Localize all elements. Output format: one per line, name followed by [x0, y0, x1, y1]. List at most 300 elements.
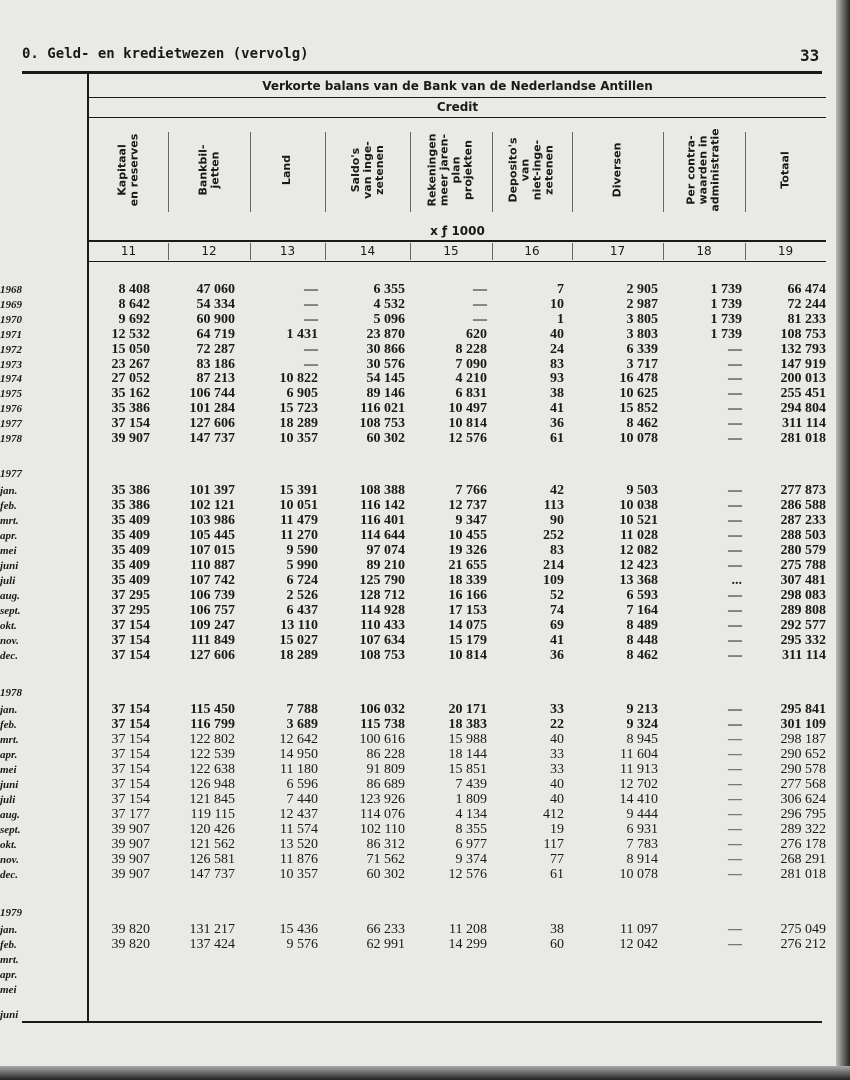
table-cell: 35 386 [111, 401, 150, 417]
table-cell: 3 689 [286, 717, 318, 732]
table-cell: 116 799 [190, 717, 235, 732]
table-cell: 307 481 [780, 573, 826, 588]
table-cell: — [728, 401, 742, 417]
row-label: jan. [0, 704, 18, 716]
table-cell: 11 479 [280, 513, 318, 528]
table-cell: 37 154 [111, 717, 150, 732]
column-divider [168, 132, 169, 212]
section-title: 0. Geld- en kredietwezen (vervolg) [22, 46, 309, 62]
column-header [572, 118, 663, 222]
table-cell: 6 977 [455, 837, 487, 852]
table-cell: 107 015 [189, 543, 235, 558]
table-cell: 288 503 [780, 528, 826, 543]
table-cell: 35 409 [111, 543, 150, 558]
table-cell: 147 737 [189, 431, 235, 446]
table-cell: — [728, 633, 742, 648]
group-year-label: 1978 [0, 687, 22, 699]
table-cell: 87 213 [196, 371, 235, 387]
table-cell: — [304, 311, 318, 327]
column-header [745, 118, 826, 222]
table-cell: 54 334 [196, 296, 235, 312]
table-cell: 7 440 [286, 792, 318, 807]
table-cell: 3 805 [626, 311, 658, 327]
table-cell: 39 820 [111, 922, 150, 937]
table-cell: 10 078 [619, 431, 658, 446]
row-label: 1970 [0, 313, 22, 326]
table-cell: 12 437 [279, 807, 318, 822]
table-cell: 35 409 [111, 513, 150, 528]
table-cell: 12 642 [279, 732, 318, 747]
table-cell: 13 368 [619, 573, 658, 588]
table-cell: 37 154 [111, 792, 150, 807]
column-divider [663, 132, 664, 212]
table-cell: 36 [550, 416, 564, 432]
table-cell: 61 [550, 867, 564, 882]
table-cell: — [728, 618, 742, 633]
row-label: 1969 [0, 298, 22, 311]
table-cell: 289 322 [780, 822, 826, 837]
table-cell: 37 154 [111, 618, 150, 633]
table-cell: 15 027 [279, 633, 318, 648]
table-cell: 10 822 [279, 371, 318, 387]
table-cell: 35 409 [111, 558, 150, 573]
table-cell: 11 574 [280, 822, 318, 837]
table-cell: — [728, 777, 742, 792]
table-cell: — [304, 282, 318, 297]
table-cell: 116 401 [360, 513, 405, 528]
table-cell: 8 355 [455, 822, 487, 837]
table-cell: 16 478 [619, 371, 658, 387]
table-cell: 37 154 [111, 416, 150, 432]
column-header [663, 118, 745, 222]
table-cell: 12 423 [619, 558, 658, 573]
column-number: 16 [524, 244, 540, 258]
table-cell: 62 991 [366, 937, 405, 952]
table-cell: 41 [550, 401, 564, 417]
table-cell: 12 576 [448, 431, 487, 446]
table-cell: 83 186 [196, 356, 235, 372]
row-label: juni [0, 1009, 19, 1021]
table-cell: 39 907 [111, 852, 150, 867]
table-cell: 1 431 [286, 326, 318, 342]
table-cell: 127 606 [189, 416, 235, 432]
table-cell: 110 887 [190, 558, 235, 573]
table-cell: — [728, 386, 742, 402]
table-cell: 200 013 [780, 371, 826, 387]
column-header [410, 118, 492, 222]
table-cell: 1 739 [710, 296, 742, 312]
table-cell: 10 455 [448, 528, 487, 543]
table-cell: 9 444 [626, 807, 658, 822]
table-cell: 17 153 [448, 603, 487, 618]
table-cell: — [728, 543, 742, 558]
row-label: nov. [0, 635, 19, 647]
page-edge [0, 1066, 850, 1080]
table-cell: — [728, 416, 742, 432]
row-label: nov. [0, 854, 19, 866]
table-cell: 39 907 [111, 431, 150, 446]
table-cell: 3 717 [626, 356, 658, 372]
column-header-label: Land [280, 154, 294, 186]
table-cell: 89 210 [366, 558, 405, 573]
table-cell: 33 [550, 702, 564, 717]
table-cell: 64 719 [196, 326, 235, 342]
table-cell: — [728, 528, 742, 543]
table-cell: 12 737 [448, 498, 487, 513]
table-cell: 11 180 [280, 762, 318, 777]
table-cell: 7 164 [626, 603, 658, 618]
table-cell: 108 753 [780, 326, 826, 342]
page-number: 33 [800, 46, 820, 65]
table-cell: 36 [550, 648, 564, 663]
row-label: 1977 [0, 418, 22, 431]
column-header-label: Totaal [778, 151, 792, 189]
table-cell: 4 210 [455, 371, 487, 387]
table-cell: 117 [543, 837, 564, 852]
table-cell: 9 576 [286, 937, 318, 952]
table-cell: — [728, 513, 742, 528]
table-cell: 16 166 [448, 588, 487, 603]
table-cell: 37 154 [111, 777, 150, 792]
table-cell: 20 171 [448, 702, 487, 717]
table-cell: 122 802 [189, 732, 235, 747]
top-rule [22, 71, 822, 74]
column-number: 19 [777, 244, 794, 258]
column-header-label: Per contra- waarden in administratie [685, 128, 722, 212]
group-year-label: 1977 [0, 468, 22, 480]
table-cell: 9 590 [286, 543, 318, 558]
credit-label: Credit [436, 100, 479, 114]
table-cell: 276 178 [780, 837, 826, 852]
column-header [89, 118, 168, 222]
table-cell: 8 228 [455, 341, 487, 357]
table-cell: 125 790 [359, 573, 405, 588]
table-cell: — [304, 356, 318, 372]
table-cell: 8 489 [626, 618, 658, 633]
table-cell: 287 233 [780, 513, 826, 528]
table-cell: 620 [466, 326, 487, 342]
column-number: 12 [201, 244, 217, 258]
table-cell: 12 042 [619, 937, 658, 952]
table-cell: 33 [550, 762, 564, 777]
table-cell: 12 082 [619, 543, 658, 558]
table-cell: 23 870 [366, 326, 405, 342]
table-cell: 109 [543, 573, 564, 588]
table-cell: 10 814 [448, 648, 487, 663]
table-cell: 101 284 [189, 401, 235, 417]
table-cell: 311 114 [782, 648, 826, 663]
row-label: feb. [0, 939, 17, 951]
table-cell: — [728, 922, 742, 937]
table-cell: 33 [550, 747, 564, 762]
table-cell: 10 051 [279, 498, 318, 513]
column-divider [250, 132, 251, 212]
table-cell: 11 097 [620, 922, 658, 937]
column-divider [492, 243, 493, 260]
table-cell: 47 060 [196, 282, 235, 297]
table-cell: — [473, 282, 487, 297]
table-cell: 15 723 [279, 401, 318, 417]
table-cell: 1 809 [455, 792, 487, 807]
table-cell: 37 154 [111, 762, 150, 777]
table-cell: 91 809 [366, 762, 405, 777]
column-divider [745, 243, 746, 260]
column-divider [325, 243, 326, 260]
column-divider [663, 243, 664, 260]
table-cell: 9 347 [455, 513, 487, 528]
row-label: mrt. [0, 515, 19, 527]
table-cell: 42 [550, 483, 564, 498]
table-cell: 6 593 [626, 588, 658, 603]
table-cell: 11 208 [449, 922, 487, 937]
column-header-label: Bankbil- jetten [196, 144, 221, 196]
table-cell: 15 851 [448, 762, 487, 777]
row-label: 1978 [0, 433, 22, 445]
table-cell: 18 289 [279, 648, 318, 663]
table-cell: 101 397 [189, 483, 235, 498]
column-divider [250, 243, 251, 260]
table-cell: 72 287 [196, 341, 235, 357]
table-cell: 147 737 [189, 867, 235, 882]
table-cell: 19 [550, 822, 564, 837]
table-title: Verkorte balans van de Bank van de Nederlandse Antillen [262, 79, 653, 93]
table-cell: 37 295 [111, 603, 150, 618]
table-cell: — [728, 867, 742, 882]
row-label: sept. [0, 824, 21, 836]
table-cell: 21 655 [448, 558, 487, 573]
table-cell: 289 808 [780, 603, 826, 618]
table-cell: 301 109 [780, 717, 826, 732]
table-cell: 40 [550, 777, 564, 792]
unit-label: x ƒ 1000 [430, 224, 485, 238]
table-cell: 294 804 [780, 401, 826, 417]
table-cell: 60 [550, 937, 564, 952]
table-cell: 13 110 [280, 618, 318, 633]
table-cell: 6 831 [455, 386, 487, 402]
table-cell: 14 950 [279, 747, 318, 762]
row-label: 1973 [0, 358, 22, 371]
table-cell: — [728, 498, 742, 513]
table-cell: 132 793 [780, 341, 826, 357]
table-cell: 103 986 [189, 513, 235, 528]
table-cell: 108 753 [359, 648, 405, 663]
table-cell: 275 788 [780, 558, 826, 573]
table-cell: 106 744 [189, 386, 235, 402]
table-cell: 13 520 [279, 837, 318, 852]
row-label: okt. [0, 620, 17, 632]
table-cell: — [728, 356, 742, 372]
row-label: 1974 [0, 373, 22, 386]
table-cell: 110 433 [360, 618, 405, 633]
table-cell: 4 134 [455, 807, 487, 822]
colnum-bottom-rule [89, 261, 826, 262]
table-cell: 12 702 [619, 777, 658, 792]
table-cell: 8 945 [626, 732, 658, 747]
table-cell: 24 [550, 341, 564, 357]
table-cell: 8 408 [118, 282, 150, 297]
column-header-label: Deposito's van niet-inge- zetenen [506, 137, 556, 203]
table-cell: 6 905 [286, 386, 318, 402]
table-cell: 7 439 [455, 777, 487, 792]
row-label: apr. [0, 749, 18, 761]
table-cell: — [728, 807, 742, 822]
table-cell: — [728, 603, 742, 618]
table-cell: 147 919 [780, 356, 826, 372]
table-cell: 39 907 [111, 837, 150, 852]
table-cell: 15 988 [448, 732, 487, 747]
table-cell: 107 634 [359, 633, 405, 648]
table-cell: 121 562 [189, 837, 235, 852]
table-cell: 18 339 [448, 573, 487, 588]
table-cell: — [728, 648, 742, 663]
colnum-top-rule [89, 240, 826, 242]
table-cell: 5 096 [373, 311, 405, 327]
table-cell: 10 357 [279, 867, 318, 882]
table-cell: 60 302 [366, 431, 405, 446]
column-number: 17 [609, 244, 626, 258]
table-cell: 77 [550, 852, 564, 867]
table-cell: 5 990 [286, 558, 318, 573]
table-cell: 30 866 [366, 341, 405, 357]
table-cell: — [728, 558, 742, 573]
table-cell: 106 739 [189, 588, 235, 603]
table-cell: 97 074 [366, 543, 405, 558]
column-divider [410, 132, 411, 212]
table-cell: — [473, 296, 487, 312]
table-cell: 137 424 [189, 937, 235, 952]
table-cell: 126 948 [189, 777, 235, 792]
table-cell: 7 783 [626, 837, 658, 852]
table-cell: 286 588 [780, 498, 826, 513]
table-cell: — [728, 762, 742, 777]
table-cell: 1 [557, 311, 564, 327]
table-cell: 128 712 [359, 588, 405, 603]
table-cell: 2 987 [626, 296, 658, 312]
column-header-label: Rekeningen meer jaren- plan projekten [425, 133, 475, 207]
table-cell: 8 462 [626, 416, 658, 432]
table-cell: 39 907 [111, 867, 150, 882]
table-cell: 298 187 [780, 732, 826, 747]
table-cell: 7 766 [455, 483, 487, 498]
table-cell: 35 409 [111, 573, 150, 588]
table-cell: 11 913 [620, 762, 658, 777]
table-cell: 116 021 [360, 401, 405, 417]
table-cell: 18 144 [448, 747, 487, 762]
table-cell: 37 154 [111, 633, 150, 648]
column-divider [410, 243, 411, 260]
table-cell: 18 289 [279, 416, 318, 432]
table-cell: 93 [550, 371, 564, 387]
column-header [168, 118, 250, 222]
table-cell: 296 795 [780, 807, 826, 822]
table-cell: 35 386 [111, 498, 150, 513]
table-cell: 61 [550, 431, 564, 446]
column-header-label: Diversen [610, 142, 624, 198]
table-cell: 2 526 [286, 588, 318, 603]
table-cell: 290 652 [780, 747, 826, 762]
table-cell: 37 154 [111, 648, 150, 663]
table-cell: 60 900 [196, 311, 235, 327]
row-label: juni [0, 560, 19, 572]
column-number: 13 [279, 244, 296, 258]
table-cell: 290 578 [780, 762, 826, 777]
table-cell: 86 312 [366, 837, 405, 852]
table-cell: 105 445 [189, 528, 235, 543]
table-cell: 60 302 [366, 867, 405, 882]
column-divider [745, 132, 746, 212]
column-divider [168, 243, 169, 260]
row-label: aug. [0, 590, 20, 602]
row-label: 1971 [0, 328, 22, 341]
table-cell: 11 028 [620, 528, 658, 543]
table-cell: 268 291 [780, 852, 826, 867]
table-cell: — [728, 852, 742, 867]
column-header-label: Kapitaal en reserves [115, 133, 141, 207]
column-divider [492, 132, 493, 212]
column-number: 14 [359, 244, 376, 258]
table-cell: 281 018 [780, 431, 826, 446]
table-cell: 281 018 [780, 867, 826, 882]
table-cell: 27 052 [111, 371, 150, 387]
column-divider [572, 132, 573, 212]
table-cell: 108 753 [359, 416, 405, 432]
table-cell: 280 579 [780, 543, 826, 558]
table-cell: 52 [550, 588, 564, 603]
row-label: mei [0, 984, 17, 996]
table-cell: 3 803 [626, 326, 658, 342]
table-cell: 275 049 [780, 922, 826, 937]
table-cell: 41 [550, 633, 564, 648]
table-cell: 295 332 [780, 633, 826, 648]
table-cell: 22 [550, 717, 564, 732]
column-divider [325, 132, 326, 212]
column-header [325, 118, 410, 222]
table-cell: 113 [543, 498, 564, 513]
table-cell: 114 076 [360, 807, 405, 822]
row-label: feb. [0, 719, 17, 731]
table-cell: 121 845 [189, 792, 235, 807]
row-label: dec. [0, 650, 19, 662]
row-label: sept. [0, 605, 21, 617]
row-label: jan. [0, 485, 18, 497]
table-cell: 74 [550, 603, 564, 618]
row-label: feb. [0, 500, 17, 512]
table-cell: 123 926 [359, 792, 405, 807]
table-cell: 23 267 [111, 356, 150, 372]
column-number: 15 [443, 244, 459, 258]
table-cell: 15 050 [111, 341, 150, 357]
table-cell: 111 849 [191, 633, 235, 648]
table-cell: 6 596 [286, 777, 318, 792]
table-cell: 2 905 [626, 282, 658, 297]
table-cell: 12 576 [448, 867, 487, 882]
table-cell: 6 437 [286, 603, 318, 618]
table-cell: — [728, 483, 742, 498]
table-cell: 115 738 [360, 717, 405, 732]
table-cell: 69 [550, 618, 564, 633]
table-cell: 66 233 [366, 922, 405, 937]
table-cell: 66 474 [787, 282, 826, 297]
column-header [492, 118, 572, 222]
table-cell: 10 497 [448, 401, 487, 417]
table-cell: 9 374 [455, 852, 487, 867]
table-cell: 252 [543, 528, 564, 543]
table-cell: 10 625 [619, 386, 658, 402]
table-cell: 30 576 [366, 356, 405, 372]
table-cell: 39 907 [111, 822, 150, 837]
table-cell: — [728, 588, 742, 603]
table-cell: — [728, 702, 742, 717]
